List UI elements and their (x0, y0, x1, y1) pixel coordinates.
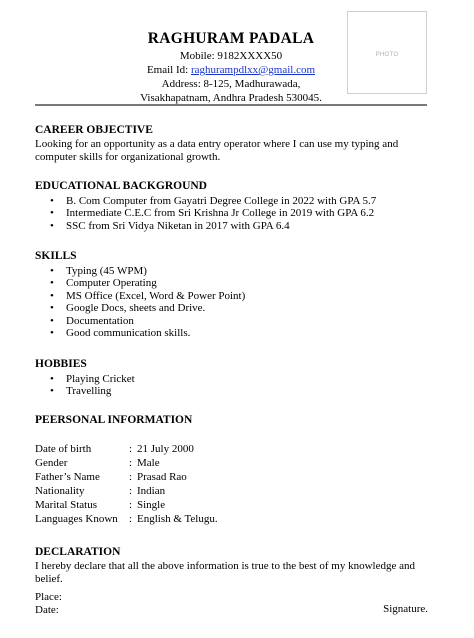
skills-section (35, 249, 435, 339)
info-row (35, 442, 435, 456)
hobbies-list (35, 373, 435, 398)
list-item: • SSC from Sri Vidya Niketan in 2017 with GPA 6.4 (35, 220, 435, 232)
info-value: English & Telugu. (137, 513, 218, 525)
list-item: • Google Docs, sheets and Drive. (35, 302, 435, 314)
candidate-name: RAGHURAM PADALA (147, 30, 315, 47)
address-line-2: Visakhapatnam, Andhra Pradesh 530045. (140, 92, 322, 104)
personal-info-title: PEERSONAL INFORMATION (35, 414, 193, 426)
email-label: Email Id: (146, 64, 191, 76)
header-divider (35, 104, 427, 106)
place-label: Place: (35, 591, 62, 603)
info-row (35, 456, 435, 470)
info-sep: : (129, 499, 133, 511)
info-row (35, 484, 435, 498)
list-item: • Documentation (35, 315, 435, 327)
list-item: • MS Office (Excel, Word & Power Point) (35, 290, 435, 302)
email-line (100, 63, 362, 77)
list-item: • Playing Cricket (35, 373, 435, 385)
info-sep: : (129, 443, 133, 455)
list-item: • B. Com Computer from Gayatri Degree College in 2022 with GPA 5.7 (35, 195, 435, 207)
photo-placeholder (347, 11, 427, 94)
info-key: Gender (35, 457, 68, 469)
list-item: • Travelling (35, 385, 435, 397)
career-objective-text: Looking for an opportunity as a data entry operator where I can use my typing and computer skills for organizational growth. (35, 138, 399, 163)
info-row (35, 470, 435, 484)
declaration-section (35, 545, 435, 586)
career-objective-title: CAREER OBJECTIVE (35, 124, 153, 136)
hobbies-section (35, 357, 435, 398)
declaration-text: I hereby declare that all the above information is true to the best of my knowledge and belief. (35, 560, 415, 585)
info-value: Single (137, 499, 166, 511)
info-row (35, 512, 435, 526)
hobbies-title: HOBBIES (35, 358, 87, 370)
list-item: • Computer Operating (35, 277, 435, 289)
mobile-line: Mobile: 9182XXXX50 (179, 50, 283, 62)
personal-info-section (35, 413, 435, 526)
info-key: Father’s Name (35, 471, 100, 483)
list-item: • Typing (45 WPM) (35, 265, 435, 277)
list-item: • Good communication skills. (35, 327, 435, 339)
resume-header (100, 30, 362, 105)
place-line (35, 590, 435, 604)
signature-label: Signature. (383, 603, 428, 615)
info-sep: : (129, 471, 133, 483)
skills-title: SKILLS (35, 250, 77, 262)
info-key: Nationality (35, 485, 85, 497)
info-value: 21 July 2000 (137, 443, 194, 455)
list-item: • Intermediate C.E.C from Sri Krishna Jr College in 2019 with GPA 6.2 (35, 207, 435, 219)
info-sep: : (129, 513, 133, 525)
info-sep: : (129, 457, 133, 469)
email-link[interactable]: raghurampdlxx@gmail.com (190, 64, 316, 76)
photo-label: PHOTO (375, 52, 399, 58)
info-value: Indian (137, 485, 166, 497)
skills-list (35, 265, 435, 339)
address-line-1: Address: 8-125, Madhurawada, (161, 78, 301, 90)
info-key: Marital Status (35, 499, 98, 511)
education-section (35, 179, 435, 232)
info-key: Languages Known (35, 513, 118, 525)
education-title: EDUCATIONAL BACKGROUND (35, 180, 207, 192)
info-value: Prasad Rao (137, 471, 187, 483)
info-sep: : (129, 485, 133, 497)
education-list (35, 195, 435, 232)
career-objective-section (35, 123, 435, 164)
info-value: Male (137, 457, 160, 469)
info-key: Date of birth (35, 443, 92, 455)
declaration-title: DECLARATION (35, 546, 121, 558)
date-signature-line (35, 603, 428, 617)
info-row (35, 498, 435, 512)
date-label: Date: (35, 604, 59, 616)
